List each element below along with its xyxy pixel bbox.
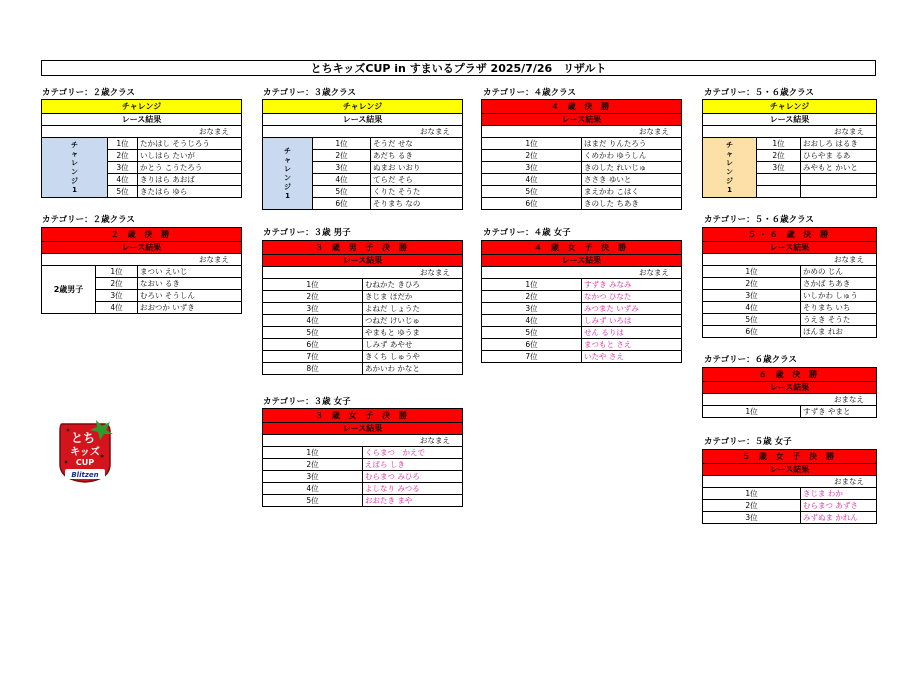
- race-result-label: レース結果: [703, 242, 877, 254]
- rank-cell: [757, 174, 801, 186]
- rank-cell: 3位: [313, 162, 371, 174]
- table-2yr-final: [41, 227, 242, 314]
- name-cell: しみず あやせ: [363, 339, 463, 351]
- rank-cell: 1位: [313, 138, 371, 150]
- block-header: ４ 歳 女 子 決 勝: [482, 241, 682, 255]
- name-cell: みつまた いずみ: [582, 303, 682, 315]
- name-cell: まつもと さえ: [582, 339, 682, 351]
- name-cell: むろい そうしん: [138, 290, 242, 302]
- challenge-vertical-label: チ ャ レ ン ジ 1: [42, 138, 108, 198]
- rank-cell: 1位: [108, 138, 138, 150]
- rank-cell: 8位: [263, 363, 363, 375]
- block-header: チャレンジ: [703, 100, 877, 114]
- race-result-label: レース結果: [263, 423, 463, 435]
- name-cell: きくち しゅうや: [363, 351, 463, 363]
- rank-cell: 1位: [263, 279, 363, 291]
- name-cell: みずぬま かれん: [801, 512, 877, 524]
- name-cell: はまだ りんたろう: [582, 138, 682, 150]
- rank-cell: 4位: [482, 174, 582, 186]
- race-result-label: レース結果: [703, 382, 877, 394]
- name-cell: やまもと ゆうま: [363, 327, 463, 339]
- race-result-label: レース結果: [263, 255, 463, 267]
- name-cell: いたや さえ: [582, 351, 682, 363]
- rank-cell: 4位: [482, 315, 582, 327]
- table-4yr-final: [481, 99, 682, 210]
- name-cell: ほんま れお: [801, 326, 877, 338]
- rank-cell: 4位: [313, 174, 371, 186]
- name-cell: なおい るき: [138, 278, 242, 290]
- page-title: とちキッズCUP in すまいるプラザ 2025/7/26 リザルト: [41, 60, 876, 76]
- block-header: ６ 歳 決 勝: [703, 368, 877, 382]
- table-4yr-girls-final: [481, 240, 682, 363]
- rank-cell: 2位: [703, 500, 801, 512]
- block-header: ５ 歳 女 子 決 勝: [703, 450, 877, 464]
- rank-cell: 4位: [263, 315, 363, 327]
- name-cell: まえかわ こはく: [582, 186, 682, 198]
- rank-cell: 6位: [263, 339, 363, 351]
- name-cell: むらまつ あずさ: [801, 500, 877, 512]
- name-column-header: おなまえ: [263, 126, 463, 138]
- rank-cell: 5位: [108, 186, 138, 198]
- rank-cell: 6位: [482, 339, 582, 351]
- category-label-2yr-final: カテゴリー：２歳クラス: [42, 215, 135, 225]
- rank-cell: 1位: [482, 138, 582, 150]
- name-cell: くりた そうた: [371, 186, 463, 198]
- name-cell: きりはら あおば: [138, 174, 242, 186]
- name-cell: あだち るき: [371, 150, 463, 162]
- race-result-label: レース結果: [482, 255, 682, 267]
- rank-cell: 1位: [96, 266, 138, 278]
- name-cell: きじま ほだか: [363, 291, 463, 303]
- block-header: ３ 歳 男 子 決 勝: [263, 241, 463, 255]
- name-cell: そうだ せな: [371, 138, 463, 150]
- name-cell: あかいわ かなと: [363, 363, 463, 375]
- rank-cell: 3位: [263, 471, 363, 483]
- name-cell: たかはし そうじろう: [138, 138, 242, 150]
- name-cell: えばら しき: [363, 459, 463, 471]
- name-column-header: おなまえ: [42, 126, 242, 138]
- name-cell: すずき みなみ: [582, 279, 682, 291]
- race-result-label: レース結果: [482, 114, 682, 126]
- name-cell: そりまち いち: [801, 302, 877, 314]
- name-cell: くらまつ かえで: [363, 447, 463, 459]
- category-label-5yr-girls: カテゴリー：５歳 女子: [704, 437, 792, 447]
- rank-cell: 2位: [108, 150, 138, 162]
- block-header: チャレンジ: [42, 100, 242, 114]
- name-cell: ささき ゆいと: [582, 174, 682, 186]
- rank-cell: 2位: [263, 291, 363, 303]
- race-result-label: レース結果: [42, 242, 242, 254]
- rank-cell: 4位: [108, 174, 138, 186]
- challenge-vertical-label: チ ャ レ ン ジ 1: [703, 138, 757, 198]
- name-cell: しみず いろは: [582, 315, 682, 327]
- table-3yr-boys-final: [262, 240, 463, 375]
- name-cell: せん るりは: [582, 327, 682, 339]
- rank-cell: 5位: [703, 314, 801, 326]
- rank-cell: 4位: [96, 302, 138, 314]
- name-cell: むねかた きひろ: [363, 279, 463, 291]
- table-56yr-final: [702, 227, 877, 338]
- rank-cell: 3位: [482, 162, 582, 174]
- category-label-4yr-girls: カテゴリー：４歳 女子: [483, 228, 571, 238]
- name-column-header: おなまえ: [482, 267, 682, 279]
- name-cell: いしはら たいが: [138, 150, 242, 162]
- rank-cell: 2位: [757, 150, 801, 162]
- name-column-header: おなまえ: [703, 126, 877, 138]
- table-5yr-girls-final: [702, 449, 877, 524]
- table-6yr-final: [702, 367, 877, 418]
- race-result-label: レース結果: [42, 114, 242, 126]
- rank-cell: 2位: [482, 291, 582, 303]
- table-2yr-challenge: [41, 99, 242, 198]
- rank-cell: 1位: [703, 406, 801, 418]
- rank-cell: 3位: [263, 303, 363, 315]
- block-header: ５・６ 歳 決 勝: [703, 228, 877, 242]
- block-header: ２ 歳 決 勝: [42, 228, 242, 242]
- block-header: ４ 歳 決 勝: [482, 100, 682, 114]
- name-cell: まつい えいじ: [138, 266, 242, 278]
- rank-cell: 5位: [313, 186, 371, 198]
- category-label-4yr: カテゴリー：４歳クラス: [483, 88, 576, 98]
- rank-cell: 5位: [263, 495, 363, 507]
- race-result-label: レース結果: [703, 464, 877, 476]
- logo-text-line3: CUP: [75, 458, 95, 467]
- category-label-6yr: カテゴリー：６歳クラス: [704, 355, 797, 365]
- rank-cell: 5位: [263, 327, 363, 339]
- rank-cell: 4位: [703, 302, 801, 314]
- category-label-56yr-final: カテゴリー：５・６歳クラス: [704, 215, 814, 225]
- rank-cell: 1位: [263, 447, 363, 459]
- rank-cell: 3位: [482, 303, 582, 315]
- name-cell: ひらやま るあ: [801, 150, 877, 162]
- block-header: ３ 歳 女 子 決 勝: [263, 409, 463, 423]
- category-label-3yr-challenge: カテゴリー：３歳クラス: [263, 88, 356, 98]
- group-label-2yr-boys: 2歳男子: [42, 266, 96, 314]
- category-label-3yr-boys: カテゴリー：３歳 男子: [263, 228, 351, 238]
- name-column-header: おなまえ: [703, 254, 877, 266]
- name-cell: [801, 186, 877, 198]
- rank-cell: 6位: [482, 198, 582, 210]
- rank-cell: 1位: [757, 138, 801, 150]
- name-cell: おおつか いずき: [138, 302, 242, 314]
- rank-cell: 2位: [96, 278, 138, 290]
- race-result-label: レース結果: [263, 114, 463, 126]
- name-cell: きたはら ゆら: [138, 186, 242, 198]
- table-3yr-girls-final: [262, 408, 463, 507]
- name-cell: くめかわ ゆうしん: [582, 150, 682, 162]
- rank-cell: 1位: [703, 266, 801, 278]
- name-column-header: おまなえ: [703, 476, 877, 488]
- race-result-label: レース結果: [703, 114, 877, 126]
- name-cell: てらだ そら: [371, 174, 463, 186]
- category-label-2yr-challenge: カテゴリー：２歳クラス: [42, 88, 135, 98]
- rank-cell: 2位: [703, 278, 801, 290]
- rank-cell: 7位: [263, 351, 363, 363]
- name-cell: ぬまお いおり: [371, 162, 463, 174]
- name-column-header: おなまえ: [42, 254, 242, 266]
- logo-text-line2: キッズ: [70, 447, 100, 458]
- block-header: チャレンジ: [263, 100, 463, 114]
- rank-cell: 1位: [703, 488, 801, 500]
- name-cell: うえき そうた: [801, 314, 877, 326]
- logo-text-line1: とち: [70, 431, 96, 445]
- name-cell: きのした れいじゅ: [582, 162, 682, 174]
- name-cell: すずき やまと: [801, 406, 877, 418]
- name-cell: みやもと かいと: [801, 162, 877, 174]
- name-cell: つねだ けいじゅ: [363, 315, 463, 327]
- name-cell: よねだ しょうた: [363, 303, 463, 315]
- name-cell: なかつ ひなた: [582, 291, 682, 303]
- category-label-56yr-challenge: カテゴリー：５・６歳クラス: [704, 88, 814, 98]
- rank-cell: [757, 186, 801, 198]
- table-3yr-challenge: [262, 99, 463, 210]
- challenge-vertical-label: チ ャ レ ン ジ 1: [263, 138, 313, 210]
- rank-cell: 7位: [482, 351, 582, 363]
- name-cell: よしなり みつる: [363, 483, 463, 495]
- rank-cell: 3位: [757, 162, 801, 174]
- rank-cell: 5位: [482, 327, 582, 339]
- rank-cell: 5位: [482, 186, 582, 198]
- logo-brand-text: Blitzen: [71, 471, 99, 479]
- rank-cell: 2位: [263, 459, 363, 471]
- rank-cell: 1位: [482, 279, 582, 291]
- name-cell: かとう こうたろう: [138, 162, 242, 174]
- name-column-header: おまなえ: [703, 394, 877, 406]
- name-column-header: おなまえ: [263, 435, 463, 447]
- rank-cell: 6位: [313, 198, 371, 210]
- name-cell: そりまち なの: [371, 198, 463, 210]
- rank-cell: 2位: [482, 150, 582, 162]
- tochi-kids-cup-logo: [56, 418, 114, 484]
- name-cell: きのした ちあき: [582, 198, 682, 210]
- category-label-3yr-girls: カテゴリー：３歳 女子: [263, 397, 351, 407]
- name-column-header: おなまえ: [482, 126, 682, 138]
- name-cell: [801, 174, 877, 186]
- rank-cell: 4位: [263, 483, 363, 495]
- rank-cell: 3位: [703, 290, 801, 302]
- name-cell: いしかわ しゅう: [801, 290, 877, 302]
- table-56yr-challenge: [702, 99, 877, 198]
- rank-cell: 3位: [108, 162, 138, 174]
- name-cell: むらまつ みひろ: [363, 471, 463, 483]
- rank-cell: 6位: [703, 326, 801, 338]
- rank-cell: 3位: [703, 512, 801, 524]
- name-cell: おおたき まや: [363, 495, 463, 507]
- name-cell: きじま わか: [801, 488, 877, 500]
- name-cell: かめの じん: [801, 266, 877, 278]
- rank-cell: 2位: [313, 150, 371, 162]
- rank-cell: 3位: [96, 290, 138, 302]
- name-cell: おおしろ はるき: [801, 138, 877, 150]
- name-column-header: おなまえ: [263, 267, 463, 279]
- name-cell: さかば ちあき: [801, 278, 877, 290]
